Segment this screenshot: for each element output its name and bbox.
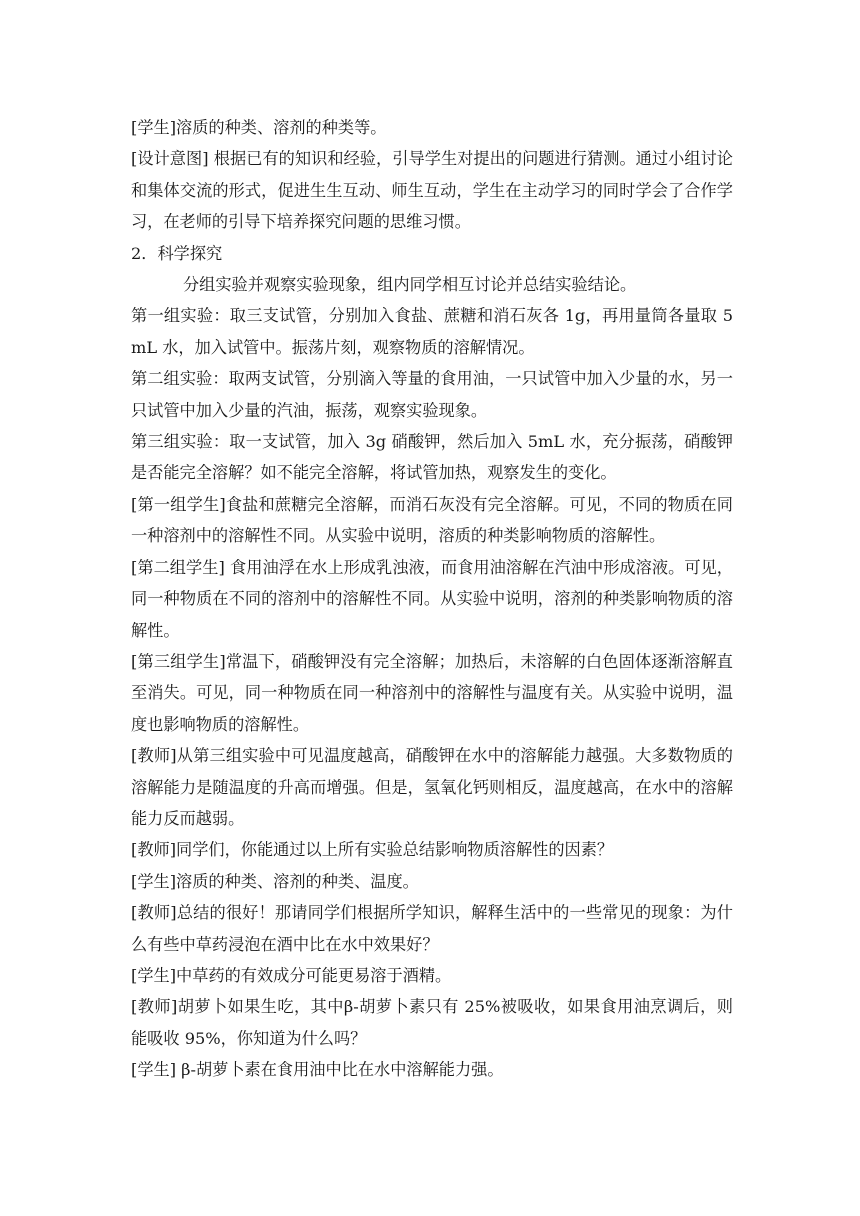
paragraph-experiment-group-1: 第一组实验：取三支试管，分别加入食盐、蔗糖和消石灰各 1g，再用量筒各量取 5mL 水，加入试管中。振荡片刻，观察物质的溶解情况。 bbox=[131, 306, 733, 357]
paragraph-group-2-student-result: [第二组学生] 食用油浮在水上形成乳浊液，而食用油溶解在汽油中形成溶液。可见，同一种物质在不同的溶剂中的溶解性不同。从实验中说明，溶剂的种类影响物质的溶解性。 bbox=[131, 557, 733, 640]
paragraph-teacher-question-3: [教师]胡萝卜如果生吃，其中β-胡萝卜素只有 25%被吸收，如果食用油烹调后，则能吸收 95%，你知道为什么吗？ bbox=[131, 997, 733, 1048]
paragraph-group-1-student-result: [第一组学生]食盐和蔗糖完全溶解，而消石灰没有完全溶解。可见，不同的物质在同一种溶剂中的溶解性不同。从实验中说明，溶质的种类影响物质的溶解性。 bbox=[131, 494, 733, 546]
paragraph-student-answer-3: [学生]中草药的有效成分可能更易溶于酒精。 bbox=[131, 965, 452, 985]
paragraph-group-3-student-result: [第三组学生]常温下，硝酸钾没有完全溶解；加热后，未溶解的白色固体逐渐溶解直至消失。可见，同一种物质在同一种溶剂中的溶解性与温度有关。从实验中说明，温度也影响物质的溶解性。 bbox=[131, 651, 733, 734]
paragraph-experiment-group-3: 第三组实验：取一支试管，加入 3g 硝酸钾，然后加入 5mL 水，充分振荡，硝酸钾是否能完全溶解？如不能完全溶解，将试管加热，观察发生的变化。 bbox=[131, 432, 733, 483]
paragraph-student-answer-1: [学生]溶质的种类、溶剂的种类等。 bbox=[131, 118, 387, 137]
paragraph-teacher-question-1: [教师]同学们，你能通过以上所有实验总结影响物质溶解性的因素？ bbox=[131, 840, 614, 860]
paragraph-teacher-explanation: [教师]从第三组实验中可见温度越高，硝酸钾在水中的溶解能力越强。大多数物质的溶解能力是随温度的升高而增强。但是，氢氧化钙则相反，温度越高，在水中的溶解能力反而越弱。 bbox=[131, 746, 733, 828]
paragraph-student-answer-4: [学生] β-胡萝卜素在食用油中比在水中溶解能力强。 bbox=[131, 1060, 504, 1080]
section-heading-scientific-inquiry: 2．科学探究 bbox=[131, 243, 223, 263]
document-body bbox=[131, 112, 733, 1086]
paragraph-student-answer-2: [学生]溶质的种类、溶剂的种类、温度。 bbox=[131, 871, 419, 891]
paragraph-teacher-question-2: [教师]总结的很好！那请同学们根据所学知识，解释生活中的一些常见的现象：为什么有些中草药浸泡在酒中比在水中效果好？ bbox=[131, 903, 733, 954]
paragraph-experiment-group-2: 第二组实验：取两支试管，分别滴入等量的食用油，一只试管中加入少量的水，另一只试管中加入少量的汽油，振荡，观察实验现象。 bbox=[131, 369, 733, 420]
paragraph-group-experiment-intro: 分组实验并观察实验现象，组内同学相互讨论并总结实验结论。 bbox=[183, 275, 637, 295]
paragraph-design-intent: [设计意图] 根据已有的知识和经验，引导学生对提出的问题进行猜测。通过小组讨论和集体交流的形式，促进生生互动、师生互动，学生在主动学习的同时学会了合作学习，在老师的引导下培养探究问题的思维习惯。 bbox=[131, 149, 733, 232]
